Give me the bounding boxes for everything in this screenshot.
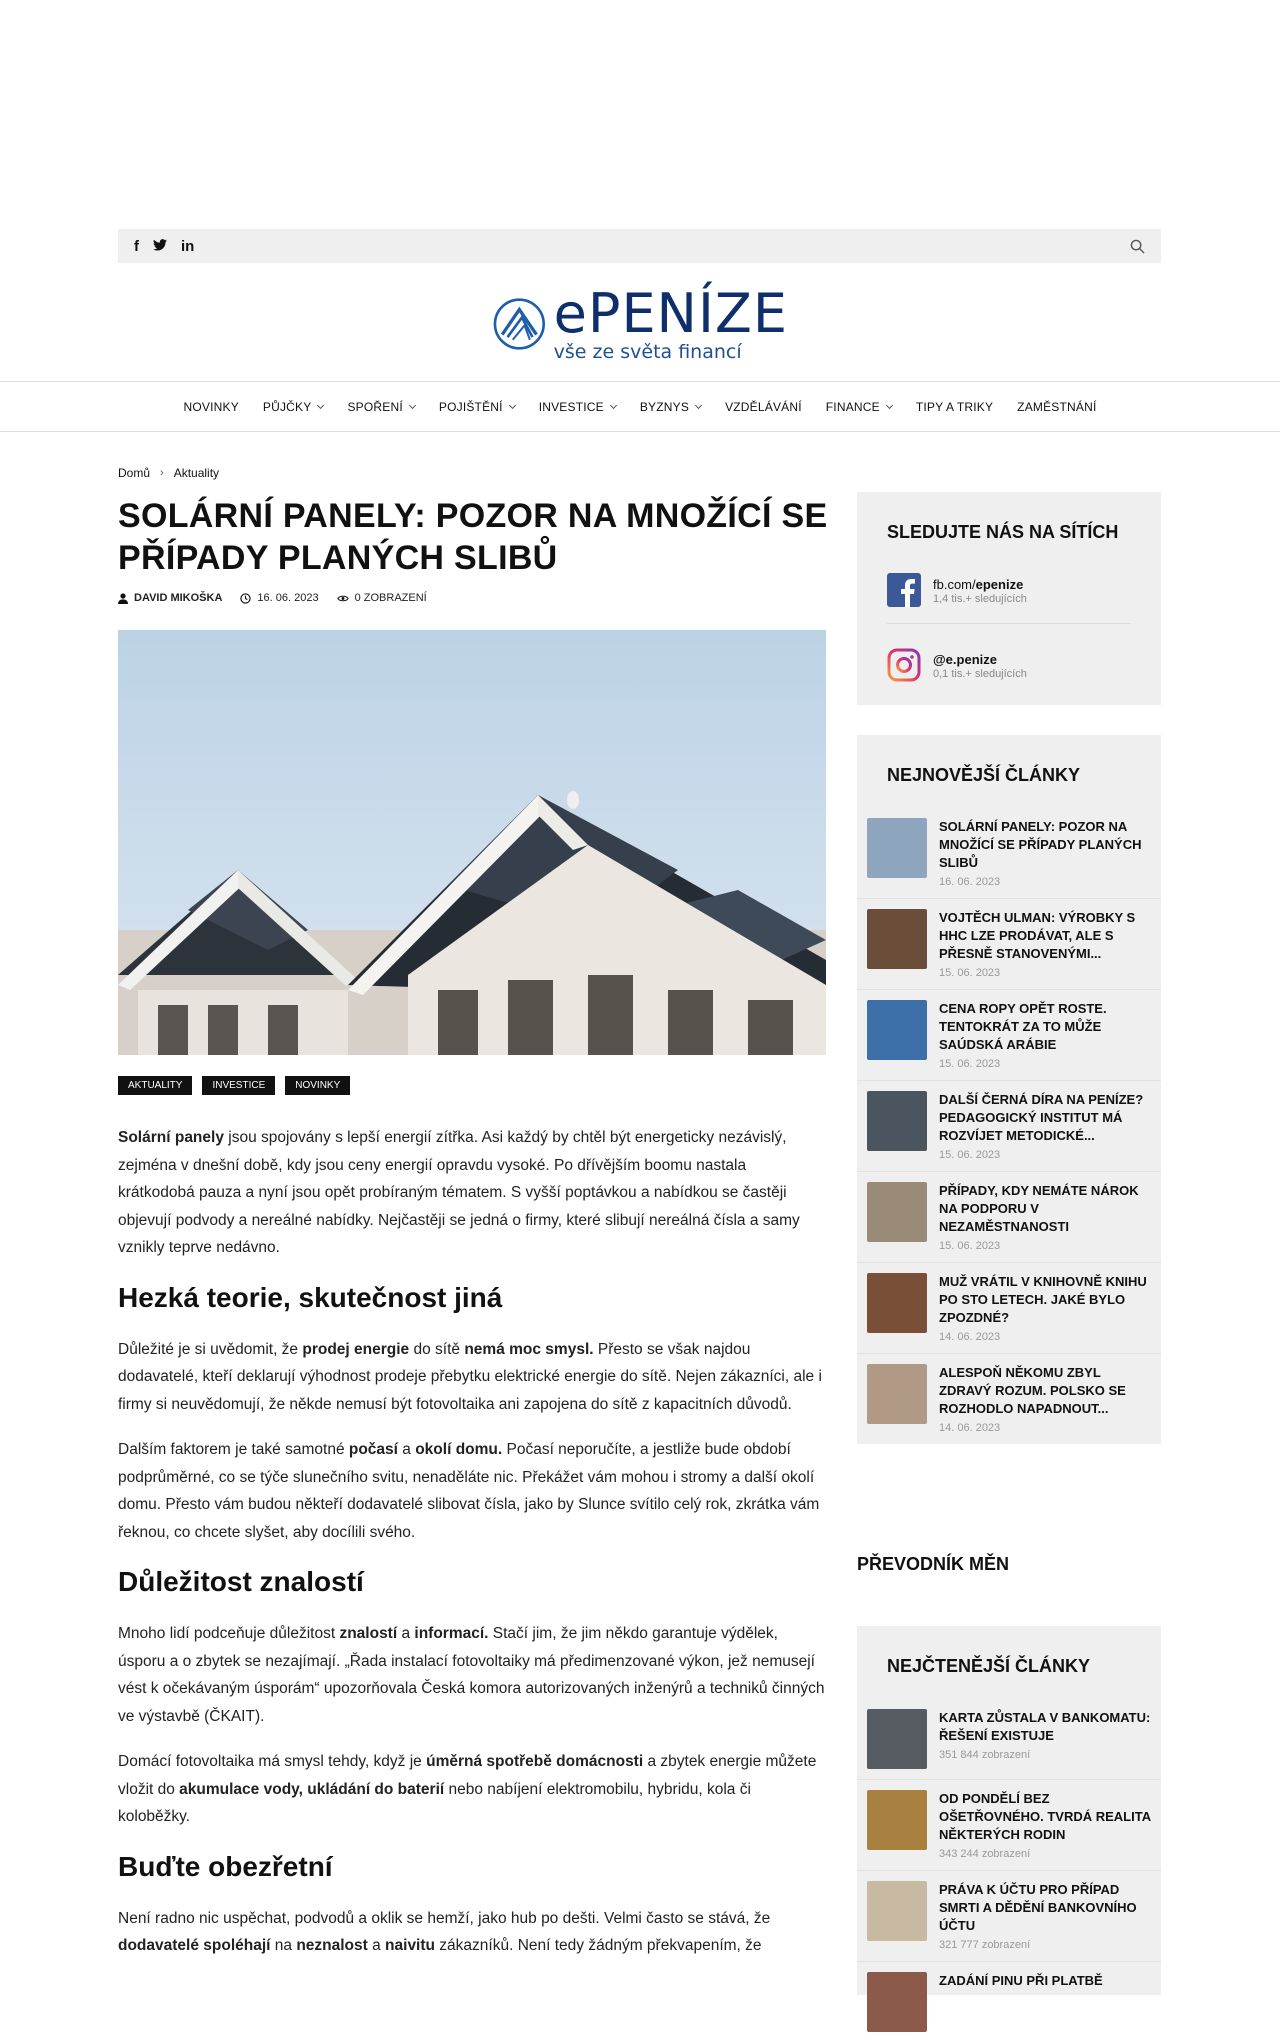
- article-title: SOLÁRNÍ PANELY: POZOR NA MNOŽÍCÍ SE PŘÍPADY PLANÝCH SLIBŮ: [118, 497, 828, 577]
- article-tags: [118, 1076, 350, 1095]
- post-date: 16. 06. 2023: [939, 876, 1001, 888]
- nav-item-label: POJIŠTĚNÍ: [438, 399, 503, 414]
- breadcrumb-home[interactable]: Domů: [118, 466, 151, 480]
- latest-articles-widget: [857, 735, 1161, 1444]
- paragraph: Solární panely jsou spojovány s lepší energií zítřka. Asi každý by chtěl být energeticky nezávislý, zejména v dnešní době, kdy jsou ceny energií opravdu vysoké. Po dřívějším boomu nastala krátkodobá pauza a nyní jsou opět probíraným tématem. S vyšší poptávkou a nabídkou se častěji objevují podvody a nereálné nabídky. Nejčastěji se jedná o firmy, které slibují nereálná čísla a samy vznikly teprve nedávno.: [118, 1129, 800, 1256]
- post-title[interactable]: ZADÁNÍ PINU PŘI PLATBĚ: [939, 1973, 1103, 1988]
- chevron-down-icon: [695, 401, 702, 408]
- nav-item-label: SPOŘENÍ: [347, 399, 403, 414]
- instagram-follow-link[interactable]: [857, 640, 1161, 698]
- nav-item-pojištění[interactable]: [427, 400, 527, 414]
- post-views: 321 777 zobrazení: [939, 1939, 1031, 1951]
- section-heading: Důležitost znalostí: [118, 1566, 364, 1597]
- post-date: 14. 06. 2023: [939, 1331, 1001, 1343]
- social-links: [134, 238, 194, 255]
- facebook-handle: epenize: [975, 576, 1024, 592]
- tag-aktuality[interactable]: AKTUALITY: [118, 1076, 192, 1095]
- tag-investice[interactable]: INVESTICE: [202, 1076, 275, 1095]
- breadcrumb: [118, 466, 219, 480]
- sidebar-post[interactable]: [857, 990, 1161, 1081]
- article-meta: [118, 592, 427, 604]
- instagram-icon: [887, 648, 921, 682]
- instagram-followers: 0,1 tis.+ sledujících: [933, 667, 1027, 680]
- article-hero-image: [118, 630, 826, 1055]
- post-thumbnail[interactable]: [867, 1790, 927, 1850]
- chevron-down-icon: [317, 401, 324, 408]
- facebook-icon: [887, 573, 921, 607]
- facebook-follow-link[interactable]: fb.com/epenize 1,4 tis.+ sledujících: [857, 565, 1161, 623]
- post-views: 351 844 zobrazení: [939, 1749, 1031, 1761]
- divider: [887, 623, 1131, 624]
- chevron-right-icon: ›: [160, 467, 164, 479]
- nav-item-novinky[interactable]: [171, 400, 250, 414]
- popular-articles-list: [857, 1699, 1161, 2042]
- post-title[interactable]: ALESPOŇ NĚKOMU ZBYL ZDRAVÝ ROZUM. POLSKO SE ROZHODLO NAPADNOUT...: [939, 1365, 1126, 1416]
- nav-item-label: INVESTICE: [538, 399, 604, 414]
- post-thumbnail[interactable]: [867, 1881, 927, 1941]
- article-author[interactable]: DAVID MIKOŠKA: [134, 592, 223, 604]
- post-title[interactable]: KARTA ZŮSTALA V BANKOMATU: ŘEŠENÍ EXISTUJE: [939, 1710, 1151, 1743]
- nav-item-spoření[interactable]: [335, 400, 426, 414]
- eye-icon: [337, 594, 349, 603]
- post-date: 15. 06. 2023: [939, 967, 1001, 979]
- nav-item-zaměstnání[interactable]: [1005, 400, 1108, 414]
- post-thumbnail[interactable]: [867, 1091, 927, 1151]
- post-title[interactable]: VOJTĚCH ULMAN: VÝROBKY S HHC LZE PRODÁVAT, ALE S PŘESNĚ STANOVENÝMI...: [939, 910, 1136, 961]
- section-heading: Hezká teorie, skutečnost jiná: [118, 1281, 503, 1313]
- site-logo[interactable]: [493, 283, 788, 365]
- sidebar-post[interactable]: [857, 1780, 1161, 1871]
- post-title[interactable]: DALŠÍ ČERNÁ DÍRA NA PENÍZE? PEDAGOGICKÝ INSTITUT MÁ ROZVÍJET METODICKÉ...: [939, 1092, 1144, 1143]
- paragraph: Mnoho lidí podceňuje důležitost znalostí a informací. Stačí jim, že jim někdo garantuje výdělek, úsporu a o zbytek se nezajímají. „Řada instalací fotovoltaiky má předimenzované výkon, jež nemusejí vést k očekávaným úsporám“ upozorňovala Česká komora autorizovaných inženýrů a techniků činných ve výstavbě (ČKAIT).: [118, 1625, 825, 1725]
- nav-item-label: TIPY A TRIKY: [915, 399, 994, 414]
- chevron-down-icon: [886, 401, 893, 408]
- user-icon: [118, 593, 128, 604]
- brand-tagline: vše ze světa financí: [553, 340, 742, 363]
- nav-item-label: PŮJČKY: [262, 399, 312, 414]
- top-bar: [118, 229, 1161, 263]
- nav-item-investice[interactable]: [527, 400, 628, 414]
- post-thumbnail[interactable]: [867, 1972, 927, 2032]
- post-title[interactable]: MUŽ VRÁTIL V KNIHOVNĚ KNIHU PO STO LETECH. JAKÉ BYLO ZPOZDNÉ?: [939, 1274, 1147, 1325]
- paragraph: Dalším faktorem je také samotné počasí a okolí domu. Počasí neporučíte, a jestliže bude období podprůměrné, co se týče slunečního svitu, nenaděláte nic. Překážet vám mohou i stromy a další okolí domu. Přesto vám budou někteří dodavatelé slibovat čísla, jako by Slunce svítilo celý rok, zkrátka vám řeknou, co chcete slyšet, aby docílili svého.: [118, 1441, 820, 1541]
- currency-converter-title: PŘEVODNÍK MĚN: [857, 1554, 1010, 1574]
- post-date: 15. 06. 2023: [939, 1058, 1001, 1070]
- sidebar-post[interactable]: [857, 1172, 1161, 1263]
- chevron-down-icon: [409, 401, 416, 408]
- article-views: 0 ZOBRAZENÍ: [354, 592, 427, 604]
- post-thumbnail[interactable]: [867, 1000, 927, 1060]
- breadcrumb-current[interactable]: Aktuality: [173, 466, 220, 480]
- post-title[interactable]: CENA ROPY OPĚT ROSTE. TENTOKRÁT ZA TO MŮŽE SAÚDSKÁ ARÁBIE: [939, 1001, 1107, 1052]
- post-thumbnail[interactable]: [867, 818, 927, 878]
- sidebar-post[interactable]: [857, 1081, 1161, 1172]
- nav-item-tipy-a-triky[interactable]: [904, 400, 1005, 414]
- post-date: 15. 06. 2023: [939, 1149, 1001, 1161]
- chevron-down-icon: [509, 401, 516, 408]
- nav-item-byznys[interactable]: [628, 400, 713, 414]
- linkedin-icon[interactable]: in: [181, 237, 195, 255]
- clock-icon: [240, 593, 251, 604]
- nav-item-půjčky[interactable]: [251, 400, 336, 414]
- paragraph: Domácí fotovoltaika má smysl tehdy, když je úměrná spotřebě domácnosti a zbytek energie můžete vložit do akumulace vody, ukládání do baterií nebo nabíjení elektromobilu, hybridu, kola či koloběžky.: [118, 1753, 817, 1825]
- paragraph: Není radno nic uspěchat, podvodů a oklik se hemží, jako hub po dešti. Velmi často se stává, že dodavatelé spoléhají na neznalost a naivitu zákazníků. Není tedy žádným překvapením, že: [118, 1909, 771, 1954]
- nav-item-label: ZAMĚSTNÁNÍ: [1017, 399, 1097, 414]
- follow-widget: [857, 492, 1161, 705]
- facebook-icon[interactable]: f: [134, 237, 139, 255]
- sidebar-post[interactable]: [857, 1871, 1161, 1962]
- post-date: 15. 06. 2023: [939, 1240, 1001, 1252]
- facebook-followers: 1,4 tis.+ sledujících: [933, 592, 1027, 605]
- widget-title: SLEDUJTE NÁS NA SÍTÍCH: [887, 522, 1119, 542]
- search-icon[interactable]: [1129, 238, 1145, 254]
- nav-item-label: VZDĚLÁVÁNÍ: [725, 399, 802, 414]
- sidebar-post[interactable]: [857, 1699, 1161, 1780]
- tag-novinky[interactable]: NOVINKY: [285, 1076, 350, 1095]
- widget-title: NEJČTENĚJŠÍ ČLÁNKY: [887, 1656, 1091, 1676]
- sidebar-post[interactable]: [857, 808, 1161, 899]
- article-body: [118, 1124, 826, 1978]
- nav-item-label: BYZNYS: [639, 399, 690, 414]
- latest-articles-list: [857, 808, 1161, 1444]
- nav-item-finance[interactable]: [814, 400, 904, 414]
- section-heading: Buďte obezřetní: [118, 1850, 333, 1882]
- post-thumbnail[interactable]: [867, 1709, 927, 1769]
- instagram-handle: @e.penize: [933, 651, 997, 667]
- widget-title: NEJNOVĚJŠÍ ČLÁNKY: [887, 765, 1081, 785]
- post-title[interactable]: SOLÁRNÍ PANELY: POZOR NA MNOŽÍCÍ SE PŘÍPADY PLANÝCH SLIBŮ: [939, 819, 1142, 870]
- sidebar-post[interactable]: [857, 899, 1161, 990]
- article-date: 16. 06. 2023: [257, 592, 319, 604]
- post-title[interactable]: PŘÍPADY, KDY NEMÁTE NÁROK NA PODPORU V NEZAMĚSTNANOSTI: [939, 1183, 1139, 1234]
- paragraph: Důležité je si uvědomit, že prodej energie do sítě nemá moc smysl. Přesto se však najdou dodavatelé, kteří deklarují výhodnost prodeje přebytku elektrické energie do sítě. Nejen zákazníci, ale i firmy si neuvědomují, že někde nemusí být fotovoltaika ani zapojena do sítě z kapacitních důvodů.: [118, 1340, 822, 1413]
- post-title[interactable]: PRÁVA K ÚČTU PRO PŘÍPAD SMRTI A DĚDĚNÍ BANKOVNÍHO ÚČTU: [939, 1882, 1137, 1933]
- nav-item-label: FINANCE: [825, 399, 880, 414]
- sidebar-post[interactable]: [857, 1962, 1161, 2042]
- sidebar-post[interactable]: [857, 1263, 1161, 1354]
- chevron-down-icon: [610, 401, 617, 408]
- post-views: 343 244 zobrazení: [939, 1848, 1031, 1860]
- post-thumbnail[interactable]: [867, 909, 927, 969]
- twitter-icon[interactable]: [153, 238, 167, 255]
- main-nav: [0, 381, 1280, 432]
- sidebar-post[interactable]: [857, 1354, 1161, 1444]
- logo-mark-icon: [493, 285, 546, 363]
- post-date: 14. 06. 2023: [939, 1422, 1001, 1434]
- post-thumbnail[interactable]: [867, 1182, 927, 1242]
- post-title[interactable]: OD PONDĚLÍ BEZ OŠETŘOVNÉHO. TVRDÁ REALITA NĚKTERÝCH RODIN: [939, 1791, 1151, 1842]
- nav-item-label: NOVINKY: [183, 399, 239, 414]
- popular-articles-widget: [857, 1626, 1161, 1995]
- post-thumbnail[interactable]: [867, 1364, 927, 1424]
- post-thumbnail[interactable]: [867, 1273, 927, 1333]
- nav-item-vzdělávání[interactable]: [713, 400, 814, 414]
- brand-name: ePENÍZE: [553, 281, 788, 345]
